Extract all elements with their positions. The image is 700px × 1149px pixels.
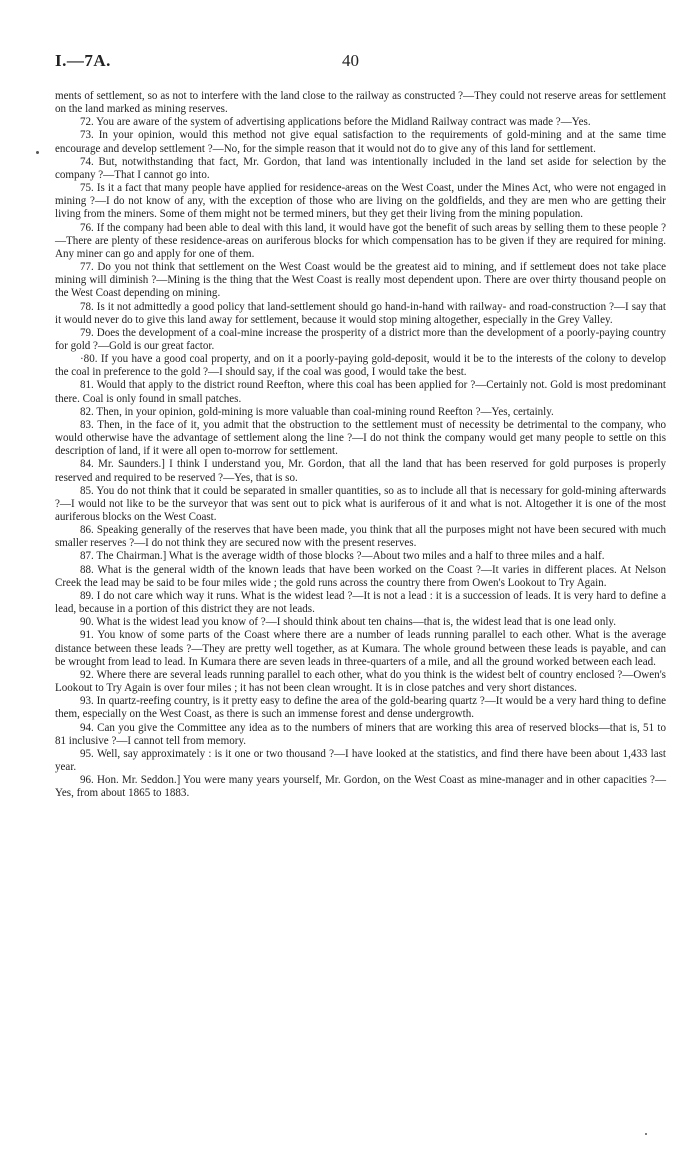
paragraph: 91. You know of some parts of the Coast where there are a number of leads running parallel to each other. What is the average distance between these leads ?—They are pretty well together, as at Kumara. The whole ground between these leads is payable, and can be wrought from lead to lead. In Kumara there are seven leads in three-quarters of a mile, and all the ground worked between each lead. [55,629,666,668]
margin-speck [36,151,39,154]
paragraph: 84. Mr. Saunders.] I think I understand you, Mr. Gordon, that all the land that has been reserved for gold purposes is properly reserved and required to be reserved ?—Yes, that is so. [55,458,666,484]
paragraph: 83. Then, in the face of it, you admit that the obstruction to the settlement must of necessity be detrimental to the company, who would otherwise have the advantage of settlement along the line ?—I do not think the company would get many people to settle on this description of land, if it were all open to-morrow for settlement. [55,418,666,458]
paragraph: 94. Can you give the Committee any idea as to the numbers of miners that are working this area of reserved blocks—that is, 51 to 81 inclusive ?—I cannot tell from memory. [55,721,666,747]
paragraph: 75. Is it a fact that many people have applied for residence-areas on the West Coast, under the Mines Act, who were not engaged in mining ?—I do not know of any, with the exception of those who are living on the goldfields, and they are men who are getting their living from the miners. Some of them might not be termed miners, but they get their living from the mining population. [55,182,666,221]
paragraph: 95. Well, say approximately : is it one or two thousand ?—I have looked at the statistics, and find there have been about 1,433 last year. [55,747,666,773]
paragraph: 85. You do not think that it could be separated in smaller quantities, so as to include all that is necessary for gold-mining afterwards ?—I would not like to be the surveyor that was sent out to pick what is auriferous of it and what is not. Altogether it is one of the most auriferous blocks on the West Coast. [55,484,666,523]
paragraph: 74. But, notwithstanding that fact, Mr. Gordon, that land was intentionally included in the land set aside for selection by the company ?—That I cannot go into. [55,155,666,181]
paragraph: 81. Would that apply to the district round Reefton, where this coal has been applied for ?—Certainly not. Gold is most predominant there. Coal is only found in small patches. [55,379,666,405]
paragraph: 89. I do not care which way it runs. What is the widest lead ?—It is not a lead : it is a succession of leads. It is very hard to define a lead, because in a portion of this district they are not leads. [55,589,666,616]
paragraph: 88. What is the general width of the known leads that have been worked on the Coast ?—It varies in different places. At Nelson Creek the lead may be said to be four miles wide ; the gold runs across the country there from Owen's Lookout to Try Again. [55,563,666,589]
paragraph: 87. The Chairman.] What is the average width of those blocks ?—About two miles and a half to three miles and a half. [80,550,605,563]
paragraph: 73. In your opinion, would this method not give equal satisfaction to the requirements of gold-mining and at the same time encourage and develop settlement ?—No, for the simple reason that it would not do to give any of this land for settlement. [55,129,666,155]
paragraph: 76. If the company had been able to deal with this land, it would have got the benefit of such areas by selling them to these people ?—There are plenty of these residence-areas on auriferous blocks for which compensation has to be given if they are required for mining. Any miner can go and apply for one of them. [55,221,666,260]
paragraph: 93. In quartz-reefing country, is it pretty easy to define the area of the gold-bearing quartz ?—It would be a very hard thing to define them, especially on the West Coast, as there is such an immense forest and dense undergrowth. [55,695,666,721]
document-reference: I.—7A. [55,51,111,70]
paragraph: 72. You are aware of the system of advertising applications before the Midland Railway contract was made ?—Yes. [80,116,591,129]
paragraph: 90. What is the widest lead you know of ?—I should think about ten chains—that is, the widest lead that is one lead only. [80,616,616,629]
paragraph: 78. Is it not admittedly a good policy that land-settlement should go hand-in-hand with railway- and road-construction ?—I say that it would never do to give this land away for settlement, because it would stop mining altogether, especially in the Grey Valley. [55,300,666,326]
margin-speck [645,1133,647,1135]
paragraph: 86. Speaking generally of the reserves that have been made, you think that all the purposes might not have been secured with much smaller reserves ?—I do not think they are secured now with the present reserves. [55,524,666,550]
testimony-text [55,90,666,800]
page-header [55,51,655,73]
paragraph: 82. Then, in your opinion, gold-mining is more valuable than coal-mining round Reefton ?—Yes, certainly. [80,405,554,418]
paragraph: 79. Does the development of a coal-mine increase the prosperity of a district more than the development of a poorly-paying country for gold ?—Gold is our great factor. [55,326,666,352]
paragraph: 96. Hon. Mr. Seddon.] You were many years yourself, Mr. Gordon, on the West Coast as mine-manager and in other capacities ?—Yes, from about 1865 to 1883. [55,774,666,800]
page-number: 40 [342,51,359,70]
paragraph: 92. Where there are several leads running parallel to each other, what do you think is the widest belt of country enclosed ?—Owen's Lookout to Try Again is over four miles ; it has not been clean wrought. It is in close patches and very short distances. [55,668,666,695]
paragraph: ments of settlement, so as not to interfere with the land close to the railway as constructed ?—They could not reserve areas for settlement on the land marked as mining reserves. [55,90,666,116]
paragraph: ·80. If you have a good coal property, and on it a poorly-paying gold-deposit, would it be to the interests of the colony to develop the coal in preference to the gold ?—I should say, if the coal was good, I would take the best. [55,353,666,379]
paragraph: 77. Do you not think that settlement on the West Coast would be the greatest aid to mining, and if settlement does not take place mining will diminish ?—Mining is the thing that the West Coast is really most dependent upon. There are over thirty thousand people on the West Coast depending on mining. [55,261,666,300]
